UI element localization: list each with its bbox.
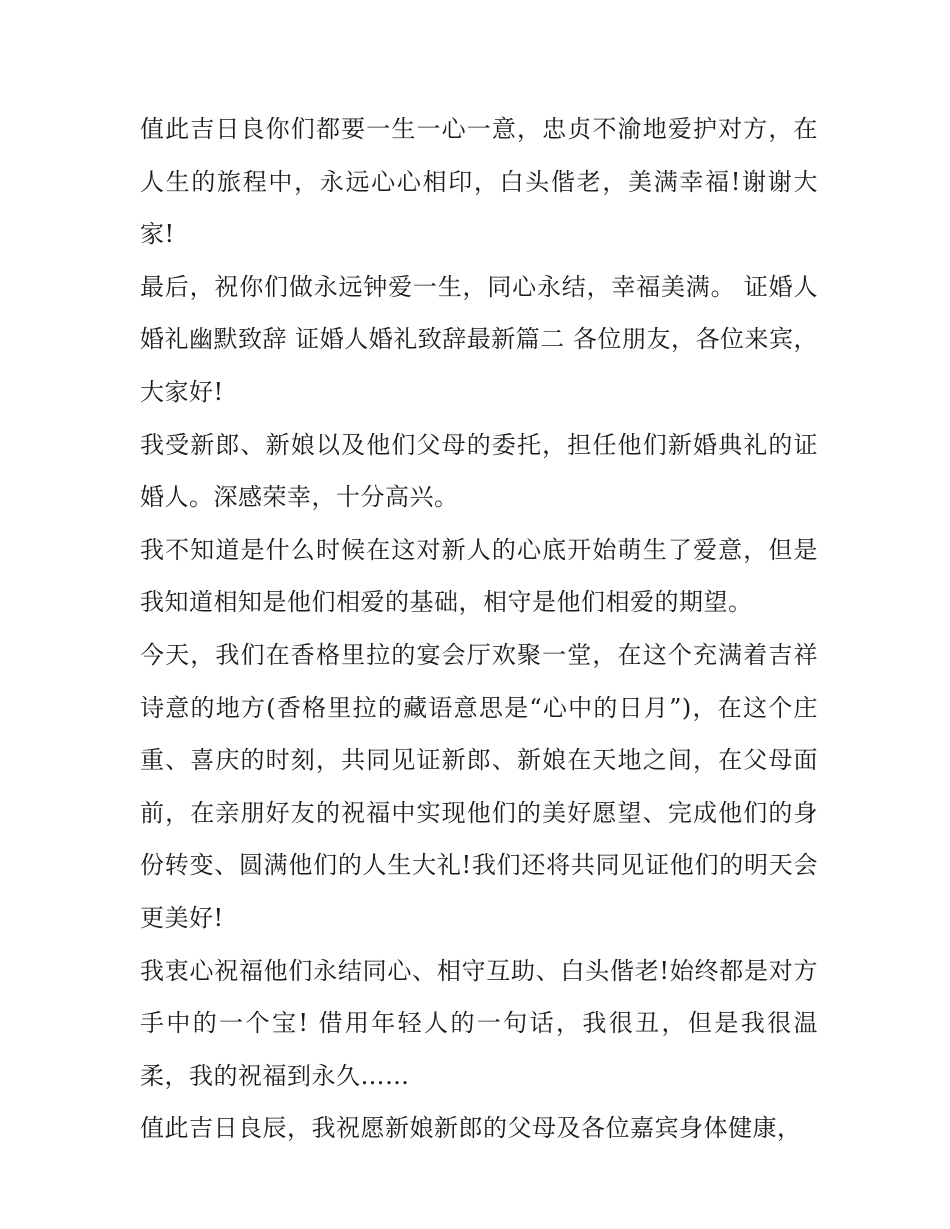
paragraph-5: 今天，我们在香格里拉的宴会厅欢聚一堂，在这个充满着吉祥诗意的地方(香格里拉的藏语意思是“心中的日月”)，在这个庄重、喜庆的时刻，共同见证新郎、新娘在天地之间，在父母面前，在亲朋好友的祝福中实现他们的美好愿望、完成他们的身份转变、圆满他们的人生大礼!我们还将共同见证他们的明天会更美好!	[140, 640, 818, 932]
paragraph-4: 我不知道是什么时候在这对新人的心底开始萌生了爱意，但是我知道相知是他们相爱的基础，相守是他们相爱的期望。	[140, 535, 818, 617]
paragraph-3: 我受新郎、新娘以及他们父母的委托，担任他们新婚典礼的证婚人。深感荣幸，十分高兴。	[140, 430, 818, 512]
paragraph-7: 值此吉日良辰，我祝愿新娘新郎的父母及各位嘉宾身体健康，	[140, 1114, 802, 1143]
paragraph-1: 值此吉日良你们都要一生一心一意，忠贞不渝地爱护对方，在人生的旅程中，永远心心相印，白头偕老，美满幸福!谢谢大家!	[140, 115, 818, 249]
paragraph-2: 最后，祝你们做永远钟爱一生，同心永结，幸福美满。 证婚人婚礼幽默致辞 证婚人婚礼致辞最新篇二 各位朋友，各位来宾，大家好!	[140, 272, 818, 406]
document-body	[140, 103, 818, 1155]
paragraph-6: 我衷心祝福他们永结同心、相守互助、白头偕老!始终都是对方手中的一个宝! 借用年轻人的一句话，我很丑，但是我很温柔，我的祝福到永久……	[140, 956, 818, 1090]
